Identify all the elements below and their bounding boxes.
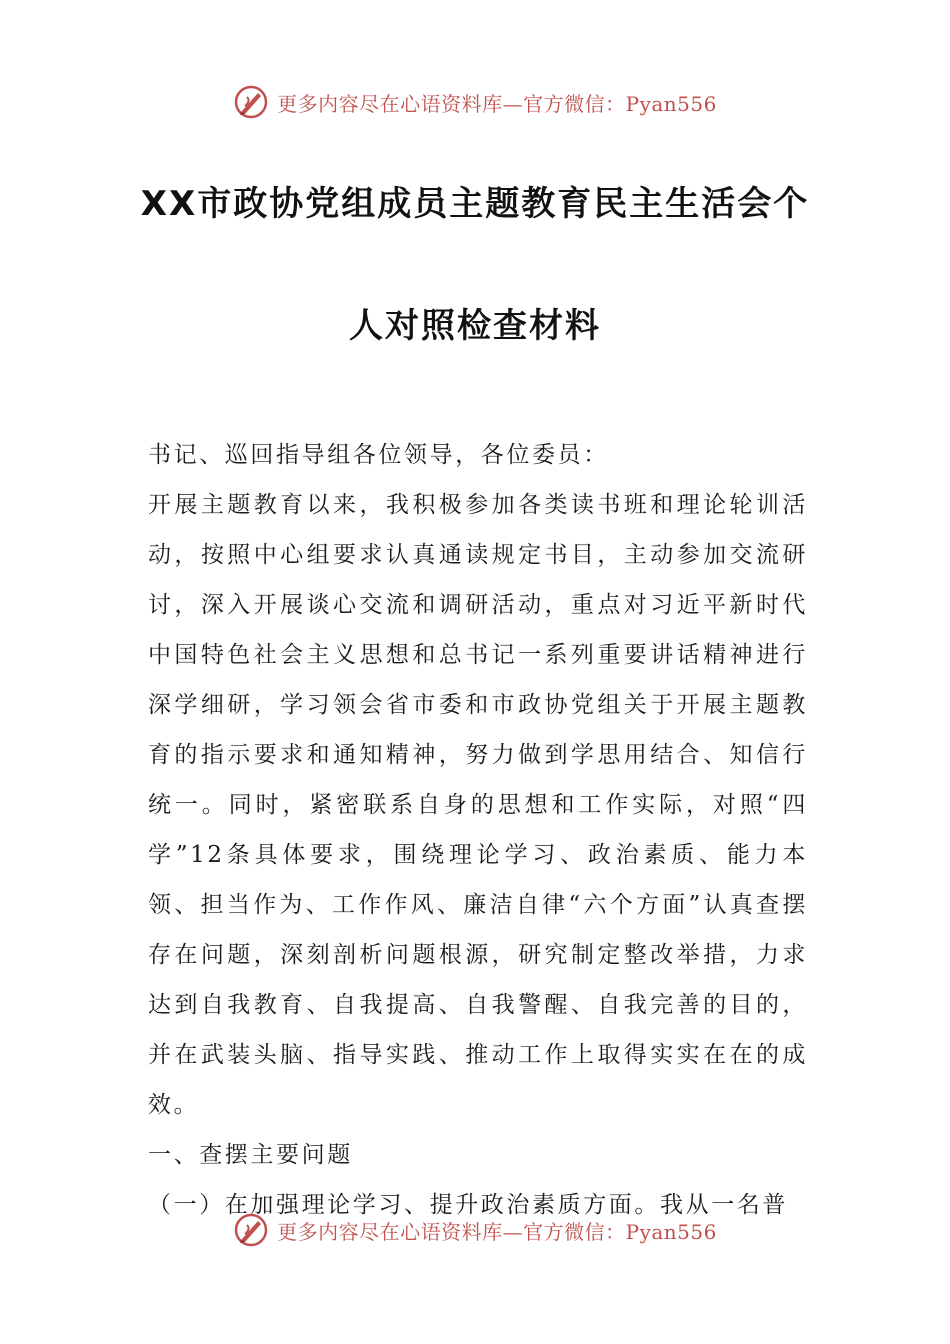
salutation: 书记、巡回指导组各位领导，各位委员： <box>148 442 609 468</box>
header-watermark-banner <box>0 82 950 122</box>
body-paragraph: 开展主题教育以来，我积极参加各类读书班和理论轮训活动，按照中心组要求认真通读规定书目，主动参加交流研讨，深入开展谈心交流和调研活动，重点对习近平新时代中国特色社会主义思想和总书记一系列重要讲话精神进行深学细研，学习领会省市委和市政协党组关于开展主题教育的指示要求和通知精神，努力做到学思用结合、知信行统一。同时，紧密联系自身的思想和工作实际，对照“四学”12条具体要求，围绕理论学习、政治素质、能力本领、担当作为、工作作风、廉洁自律“六个方面”认真查摆存在问题，深刻剖析问题根源，研究制定整改举措，力求达到自我教育、自我提高、自我警醒、自我完善的目的，并在武装头脑、指导实践、推动工作上取得实实在在的成效。 <box>148 492 808 1118</box>
footer-watermark-banner <box>0 1210 950 1250</box>
document-body <box>148 430 808 1230</box>
watermark-text: 更多内容尽在心语资料库—官方微信：Pyan556 <box>277 91 717 116</box>
subsection-paragraph: （一）在加强理论学习、提升政治素质方面。我从一名普 <box>148 1192 788 1218</box>
section-heading: 一、查摆主要问题 <box>148 1142 353 1168</box>
document-title-line-2: 人对照检查材料 <box>349 306 601 346</box>
pen-logo-icon <box>233 84 269 120</box>
document-title-line-1: XX市政协党组成员主题教育民主生活会个 <box>140 184 810 224</box>
watermark-text: 更多内容尽在心语资料库—官方微信：Pyan556 <box>277 1219 717 1244</box>
pen-logo-icon <box>233 1212 269 1248</box>
